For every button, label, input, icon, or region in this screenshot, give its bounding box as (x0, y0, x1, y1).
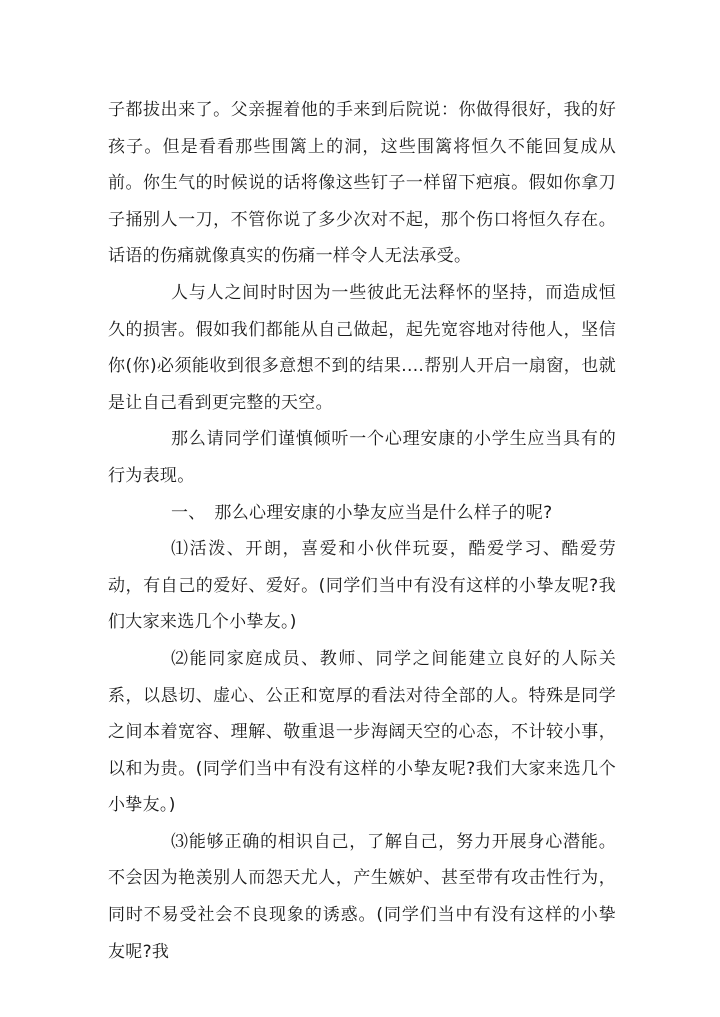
paragraph-tolerance: 人与人之间时时因为一些彼此无法释怀的坚持，而造成恒久的损害。假如我们都能从自己做起，起先宽容地对待他人，坚信你(你)必须能收到很多意想不到的结果....帮别人开启一扇窗，也就是让自己看到更完整的天空。 (108, 282, 616, 413)
list-item-3: ⑶能够正确的相识自己，了解自己，努力开展身心潜能。不会因为艳羡别人而怨天尤人，产生嫉妒、甚至带有攻击性行为，同时不易受社会不良现象的诱惑。(同学们当中有没有这样的小挚友呢?我 (108, 831, 616, 962)
list-item-1: ⑴活泼、开朗，喜爱和小伙伴玩耍，酷爱学习、酷爱劳动，有自己的爱好、爱好。(同学们当中有没有这样的小挚友呢?我们大家来选几个小挚友。) (108, 539, 616, 633)
document-body (108, 92, 616, 970)
list-item-2: ⑵能同家庭成员、教师、同学之间能建立良好的人际关系，以恳切、虚心、公正和宽厚的看法对待全部的人。特殊是同学之间本着宽容、理解、敬重退一步海阔天空的心态，不计较小事，以和为贵。(同学们当中有没有这样的小挚友呢?我们大家来选几个小挚友。) (108, 648, 616, 816)
paragraph-listen: 那么请同学们谨慎倾听一个心理安康的小学生应当具有的行为表现。 (108, 429, 616, 486)
section-heading-one: 一、 那么心理安康的小挚友应当是什么样子的呢? (171, 502, 553, 523)
paragraph-continuation: 子都拔出来了。父亲握着他的手来到后院说：你做得很好，我的好孩子。但是看看那些围篱上的洞，这些围篱将恒久不能回复成从前。你生气的时候说的话将像这些钉子一样留下疤痕。假如你拿刀子捅别人一刀，不管你说了多少次对不起，那个伤口将恒久存在。话语的伤痛就像真实的伤痛一样令人无法承受。 (108, 100, 616, 267)
